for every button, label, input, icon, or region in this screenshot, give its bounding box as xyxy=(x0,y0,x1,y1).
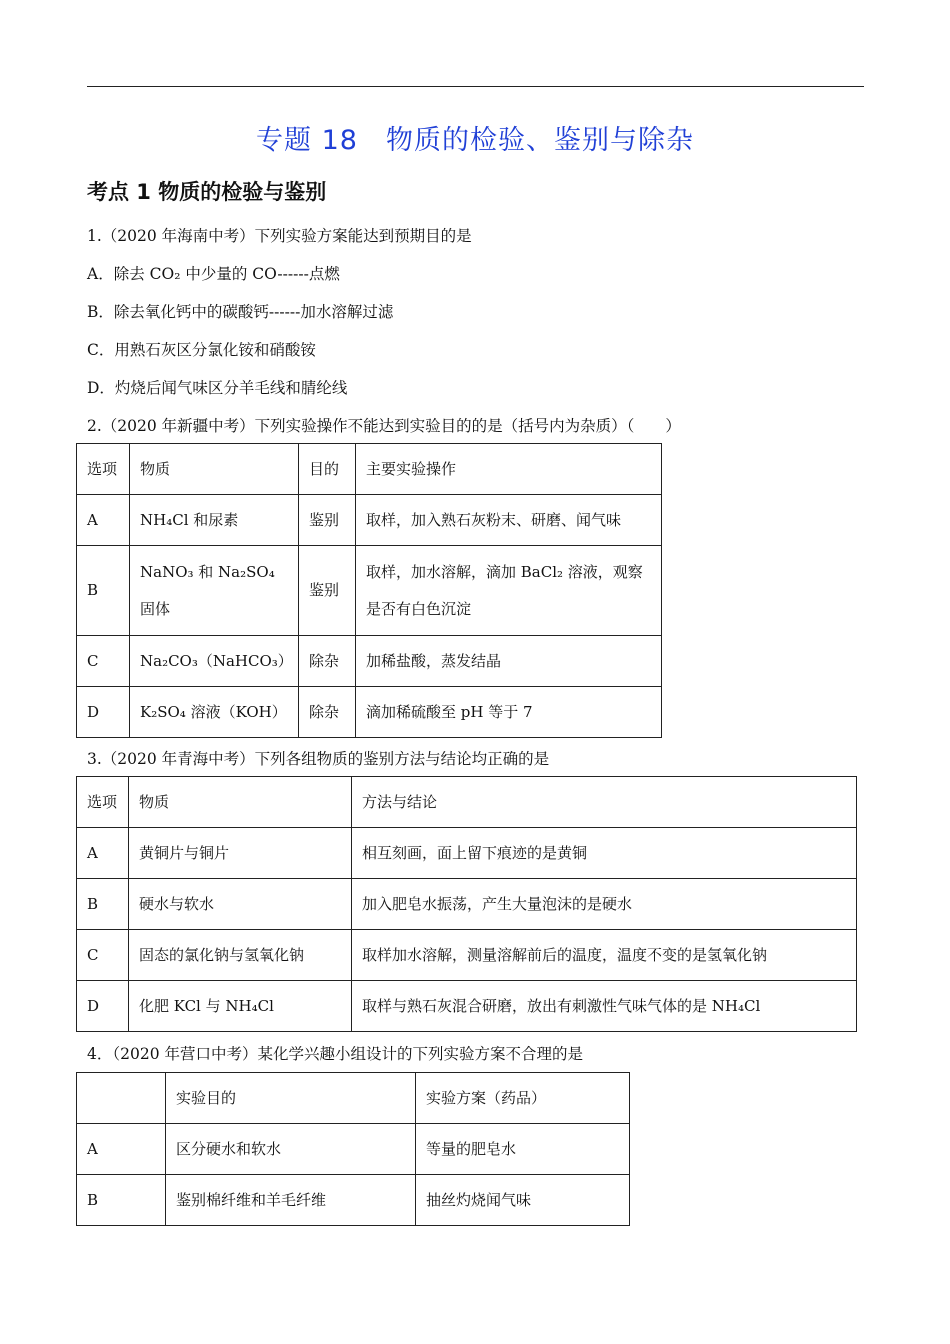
q2-stem: 2.（2020 年新疆中考）下列实验操作不能达到实验目的的是（括号内为杂质）（ ） xyxy=(87,417,681,435)
cell: A xyxy=(77,495,130,546)
table-row xyxy=(77,981,857,1032)
cell: 等量的肥皂水 xyxy=(416,1124,630,1175)
table-row xyxy=(77,636,662,687)
q4-stem: 4．（2020 年营口中考）某化学兴趣小组设计的下列实验方案不合理的是 xyxy=(87,1045,583,1063)
header-cell: 方法与结论 xyxy=(352,777,857,828)
table-header-row xyxy=(77,1073,630,1124)
cell: 取样加水溶解，测量溶解前后的温度，温度不变的是氢氧化钠 xyxy=(352,930,857,981)
q2-table xyxy=(76,443,662,738)
cell: B xyxy=(77,546,130,636)
table-row xyxy=(77,1175,630,1226)
header-cell: 物质 xyxy=(130,444,299,495)
table-header-row xyxy=(77,444,662,495)
cell: K₂SO₄ 溶液（KOH） xyxy=(130,687,299,738)
cell: 鉴别 xyxy=(299,546,356,636)
cell: 固态的氯化钠与氢氧化钠 xyxy=(129,930,352,981)
cell: 取样，加入熟石灰粉末、研磨、闻气味 xyxy=(356,495,662,546)
cell: B xyxy=(77,1175,166,1226)
table-row xyxy=(77,828,857,879)
q1-option-a: A．除去 CO₂ 中少量的 CO------点燃 xyxy=(87,265,340,283)
header-cell: 选项 xyxy=(77,444,130,495)
cell: 除杂 xyxy=(299,687,356,738)
header-cell xyxy=(77,1073,166,1124)
cell: 相互刻画，面上留下痕迹的是黄铜 xyxy=(352,828,857,879)
cell: 化肥 KCl 与 NH₄Cl xyxy=(129,981,352,1032)
q4-table xyxy=(76,1072,630,1226)
table-row xyxy=(77,546,662,636)
header-cell: 物质 xyxy=(129,777,352,828)
cell: D xyxy=(77,981,129,1032)
cell: 除杂 xyxy=(299,636,356,687)
cell: 鉴别棉纤维和羊毛纤维 xyxy=(166,1175,416,1226)
section-heading: 考点 1 物质的检验与鉴别 xyxy=(87,180,327,204)
cell: 黄铜片与铜片 xyxy=(129,828,352,879)
cell: C xyxy=(77,636,130,687)
cell: 抽丝灼烧闻气味 xyxy=(416,1175,630,1226)
page-title: 专题 18 物质的检验、鉴别与除杂 xyxy=(256,125,694,156)
cell: 加入肥皂水振荡，产生大量泡沫的是硬水 xyxy=(352,879,857,930)
header-cell: 选项 xyxy=(77,777,129,828)
q1-option-d: D．灼烧后闻气味区分羊毛线和腈纶线 xyxy=(87,379,348,397)
header-cell: 主要实验操作 xyxy=(356,444,662,495)
q1-option-c: C．用熟石灰区分氯化铵和硝酸铵 xyxy=(87,341,316,359)
cell: A xyxy=(77,828,129,879)
cell: NH₄Cl 和尿素 xyxy=(130,495,299,546)
cell: 硬水与软水 xyxy=(129,879,352,930)
q3-table xyxy=(76,776,857,1032)
cell: NaNO₃ 和 Na₂SO₄ 固体 xyxy=(130,546,299,636)
cell: C xyxy=(77,930,129,981)
table-row xyxy=(77,495,662,546)
header-cell: 实验方案（药品） xyxy=(416,1073,630,1124)
header-cell: 目的 xyxy=(299,444,356,495)
cell: B xyxy=(77,879,129,930)
table-row xyxy=(77,1124,630,1175)
cell: 取样，加水溶解，滴加 BaCl₂ 溶液，观察是否有白色沉淀 xyxy=(356,546,662,636)
table-row xyxy=(77,687,662,738)
cell: D xyxy=(77,687,130,738)
q3-stem: 3.（2020 年青海中考）下列各组物质的鉴别方法与结论均正确的是 xyxy=(87,750,550,768)
cell: A xyxy=(77,1124,166,1175)
header-rule xyxy=(87,86,864,87)
cell: 取样与熟石灰混合研磨，放出有刺激性气味气体的是 NH₄Cl xyxy=(352,981,857,1032)
header-cell: 实验目的 xyxy=(166,1073,416,1124)
table-header-row xyxy=(77,777,857,828)
q1-stem: 1.（2020 年海南中考）下列实验方案能达到预期目的是 xyxy=(87,227,472,245)
cell: Na₂CO₃（NaHCO₃） xyxy=(130,636,299,687)
cell: 滴加稀硫酸至 pH 等于 7 xyxy=(356,687,662,738)
cell: 区分硬水和软水 xyxy=(166,1124,416,1175)
cell: 加稀盐酸，蒸发结晶 xyxy=(356,636,662,687)
q1-option-b: B．除去氧化钙中的碳酸钙------加水溶解过滤 xyxy=(87,303,394,321)
table-row xyxy=(77,930,857,981)
cell: 鉴别 xyxy=(299,495,356,546)
table-row xyxy=(77,879,857,930)
